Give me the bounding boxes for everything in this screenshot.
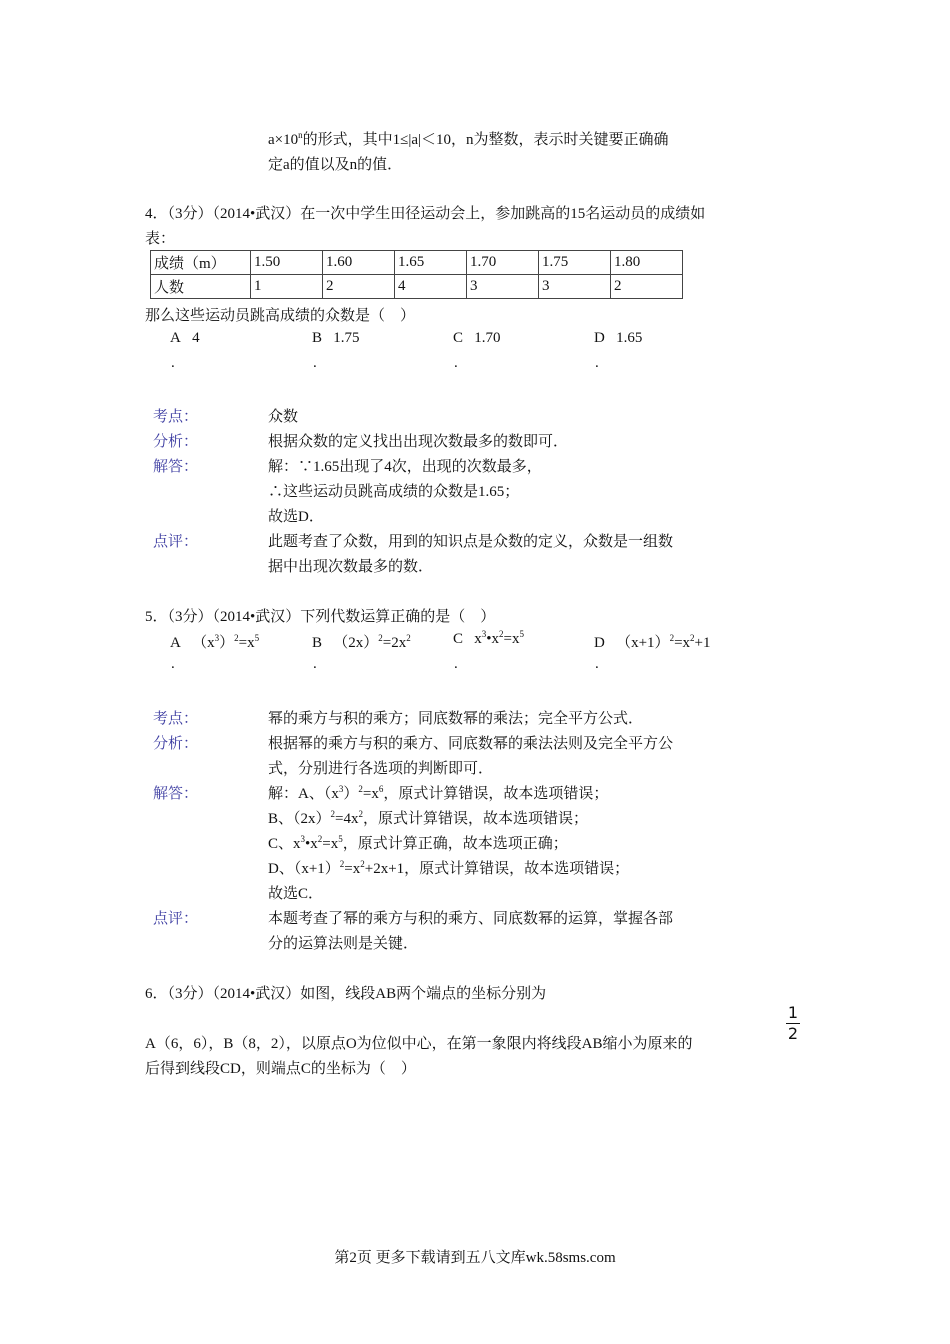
q5-dianping-label: 点评： <box>153 911 199 927</box>
table-cell: 成绩（m） <box>151 251 251 275</box>
q4-jieda-line-2: ∴这些运动员跳高成绩的众数是1.65； <box>268 484 520 500</box>
table-cell: 2 <box>323 275 395 299</box>
prev-solution-line-1: $a\times 10^n$的形式，其中1≤|a|＜10，n为整数，表示时关键要正确确 <box>268 130 669 148</box>
q5-option-a-dot: . <box>171 656 175 672</box>
table-row <box>151 275 683 299</box>
q4-question: 那么这些运动员跳高成绩的众数是（ ） <box>145 308 416 324</box>
q4-kaodian-label: 考点： <box>153 409 199 425</box>
q4-option-a: A 4 <box>170 330 200 346</box>
q4-option-b-dot: . <box>313 355 317 371</box>
q5-option-b-dot: . <box>313 656 317 672</box>
q5-dianping-line-1: 本题考查了幂的乘方与积的乘方、同底数幂的运算，掌握各部 <box>268 911 674 927</box>
q5-kaodian-label: 考点： <box>153 711 199 727</box>
table-cell: 1.60 <box>323 251 395 275</box>
table-row <box>151 251 683 275</box>
q4-fenxi-label: 分析： <box>153 434 199 450</box>
q5-stem: 5．（3分）（2014•武汉）下列代数运算正确的是（ ） <box>145 609 496 625</box>
q4-score-table <box>150 250 683 299</box>
fraction-denominator: 2 <box>787 1024 799 1043</box>
q4-option-c: C 1.70 <box>453 330 501 346</box>
q5-option-c-dot: . <box>454 656 458 672</box>
q5-jieda-label: 解答： <box>153 786 199 802</box>
q4-jieda-label: 解答： <box>153 459 199 475</box>
table-cell: 1.75 <box>539 251 611 275</box>
table-cell: 3 <box>539 275 611 299</box>
q5-dianping-line-2: 分的运算法则是关键． <box>268 936 419 952</box>
q6-stem-line-2: A（6，6），B（8，2），以原点O为位似中心，在第一象限内将线段AB缩小为原来的 <box>145 1036 693 1052</box>
q5-option-b: B $(2x)^2=2x^2$ <box>312 633 411 651</box>
q5-option-d-dot: . <box>595 656 599 672</box>
q5-jieda-line-c: C、$x^3•x^2=x^5$，原式计算正确，故本选项正确； <box>268 834 568 852</box>
table-cell: 4 <box>395 275 467 299</box>
q5-option-c: C $x^3•x^2=x^5$ <box>453 629 524 647</box>
q4-fenxi: 根据众数的定义找出出现次数最多的数即可． <box>268 434 569 450</box>
q4-stem: 4．（3分）（2014•武汉）在一次中学生田径运动会上，参加跳高的15名运动员的成绩如 <box>145 206 706 222</box>
q5-option-a: A $(x^3)^2=x^5$ <box>170 633 260 651</box>
q4-option-c-dot: . <box>454 355 458 371</box>
q5-option-d: D $(x+1)^2=x^2+1$ <box>594 633 711 651</box>
q4-stem-cont: 表： <box>145 231 176 247</box>
q4-option-b: B 1.75 <box>312 330 360 346</box>
q5-jieda-line-d: D、$(x+1)^2=x^2+2x+1$，原式计算错误，故本选项错误； <box>268 859 630 877</box>
one-half-fraction <box>784 1004 802 1043</box>
q5-jieda-line-b: B、$(2x)^2=4x^2$，原式计算错误，故本选项错误； <box>268 809 588 827</box>
q5-jieda-line-a: 解：A、$(x^3)^2=x^6$，原式计算错误，故本选项错误； <box>268 784 609 802</box>
table-cell: 2 <box>611 275 683 299</box>
fraction-numerator: 1 <box>787 1003 799 1022</box>
q4-option-d: D 1.65 <box>594 330 643 346</box>
q4-option-a-dot: . <box>171 355 175 371</box>
q5-fenxi-line-1: 根据幂的乘方与积的乘方、同底数幂的乘法法则及完全平方公 <box>268 736 674 752</box>
q6-stem-line-1: 6．（3分）（2014•武汉）如图，线段AB两个端点的坐标分别为 <box>145 986 547 1002</box>
q4-jieda-line-3: 故选D． <box>268 509 324 525</box>
q4-jieda-line-1: 解：∵1.65出现了4次，出现的次数最多， <box>268 459 542 475</box>
table-cell: 1 <box>251 275 323 299</box>
q4-dianping-line-2: 据中出现次数最多的数． <box>268 559 434 575</box>
table-cell: 1.70 <box>467 251 539 275</box>
q4-dianping-line-1: 此题考查了众数，用到的知识点是众数的定义，众数是一组数 <box>268 534 674 550</box>
q5-fenxi-label: 分析： <box>153 736 199 752</box>
q4-dianping-label: 点评： <box>153 534 199 550</box>
q5-fenxi-line-2: 式，分别进行各选项的判断即可． <box>268 761 494 777</box>
page-footer: 第2页 更多下载请到五八文库wk.58sms.com <box>334 1250 616 1266</box>
q5-kaodian: 幂的乘方与积的乘方；同底数幂的乘法；完全平方公式． <box>268 711 644 727</box>
table-cell: 人数 <box>151 275 251 299</box>
q6-stem-line-3: 后得到线段CD，则端点C的坐标为（ ） <box>145 1061 416 1077</box>
table-cell: 3 <box>467 275 539 299</box>
prev-solution-line-2: 定a的值以及n的值． <box>268 157 403 173</box>
table-cell: 1.65 <box>395 251 467 275</box>
q4-option-d-dot: . <box>595 355 599 371</box>
q4-kaodian: 众数 <box>268 409 299 425</box>
table-cell: 1.50 <box>251 251 323 275</box>
table-cell: 1.80 <box>611 251 683 275</box>
q5-jieda-end: 故选C． <box>268 886 324 902</box>
